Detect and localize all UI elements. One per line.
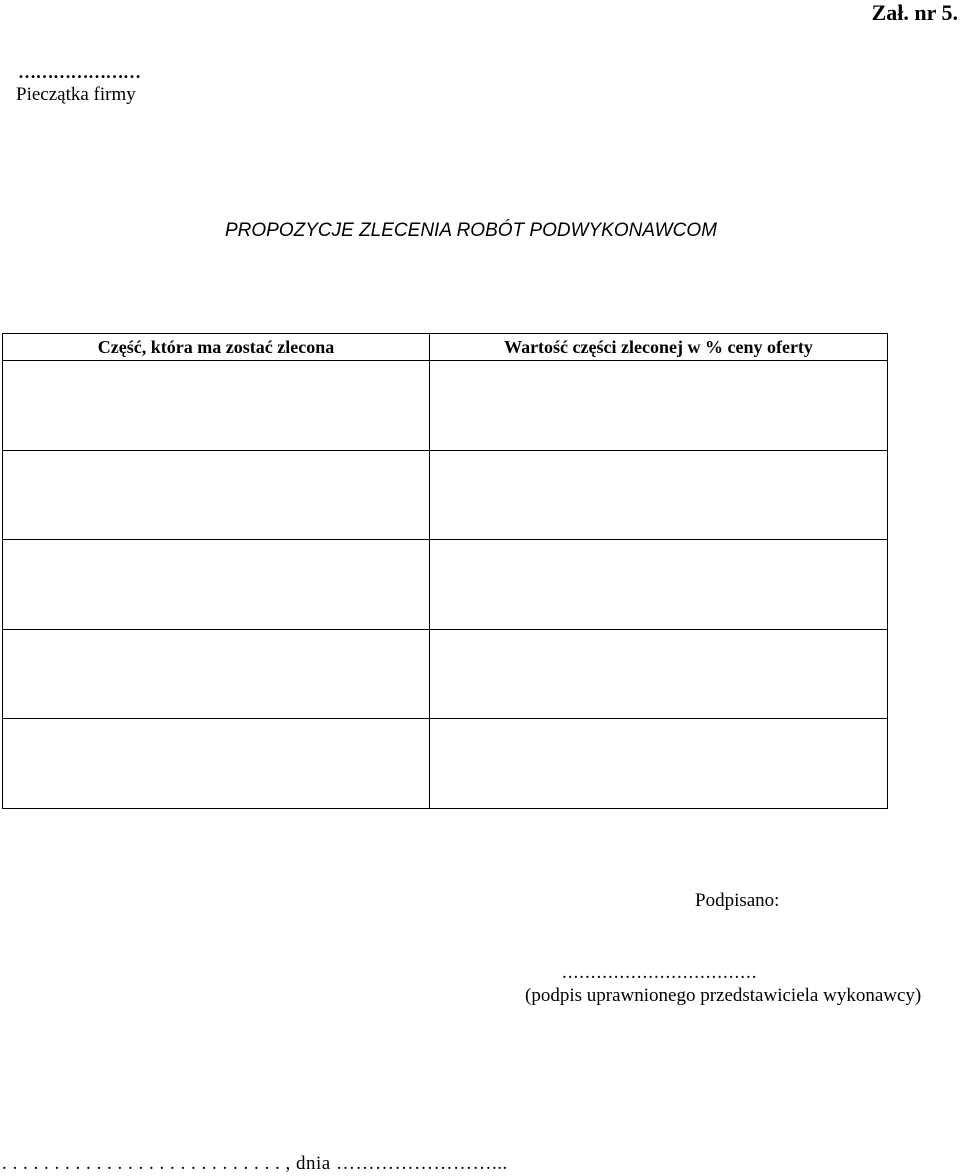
table-cell-value[interactable] [430, 450, 888, 540]
subcontract-table-container [2, 333, 888, 808]
document-title: PROPOZYCJE ZLECENIA ROBÓT PODWYKONAWCOM [225, 220, 717, 241]
table-cell-value[interactable] [430, 540, 888, 630]
place-and-date-line: . . . . . . . . . . . . . . . . . . . . . . . . . . . , dnia ……………………... [2, 1153, 508, 1174]
company-stamp-placeholder: ………………… [18, 62, 141, 82]
table-header-row [3, 334, 888, 361]
table-row [3, 450, 888, 540]
table-cell-part[interactable] [3, 540, 430, 630]
subcontract-table [2, 333, 888, 809]
table-cell-part[interactable] [3, 719, 430, 809]
table-row [3, 629, 888, 719]
table-cell-part[interactable] [3, 629, 430, 719]
column-header-value-percent: Wartość części zleconej w % ceny oferty [430, 334, 888, 361]
table-row [3, 361, 888, 451]
column-header-part: Część, która ma zostać zlecona [3, 334, 430, 361]
table-cell-value[interactable] [430, 719, 888, 809]
table-row [3, 719, 888, 809]
table-cell-part[interactable] [3, 361, 430, 451]
table-cell-value[interactable] [430, 629, 888, 719]
table-cell-value[interactable] [430, 361, 888, 451]
signature-line: .................................. [562, 962, 758, 983]
attachment-number: Zał. nr 5. [871, 0, 958, 25]
signature-caption: (podpis uprawnionego przedstawiciela wykonawcy) [525, 985, 922, 1006]
table-cell-part[interactable] [3, 450, 430, 540]
company-stamp-label: Pieczątka firmy [16, 84, 136, 105]
signed-label: Podpisano: [695, 890, 780, 911]
table-row [3, 540, 888, 630]
